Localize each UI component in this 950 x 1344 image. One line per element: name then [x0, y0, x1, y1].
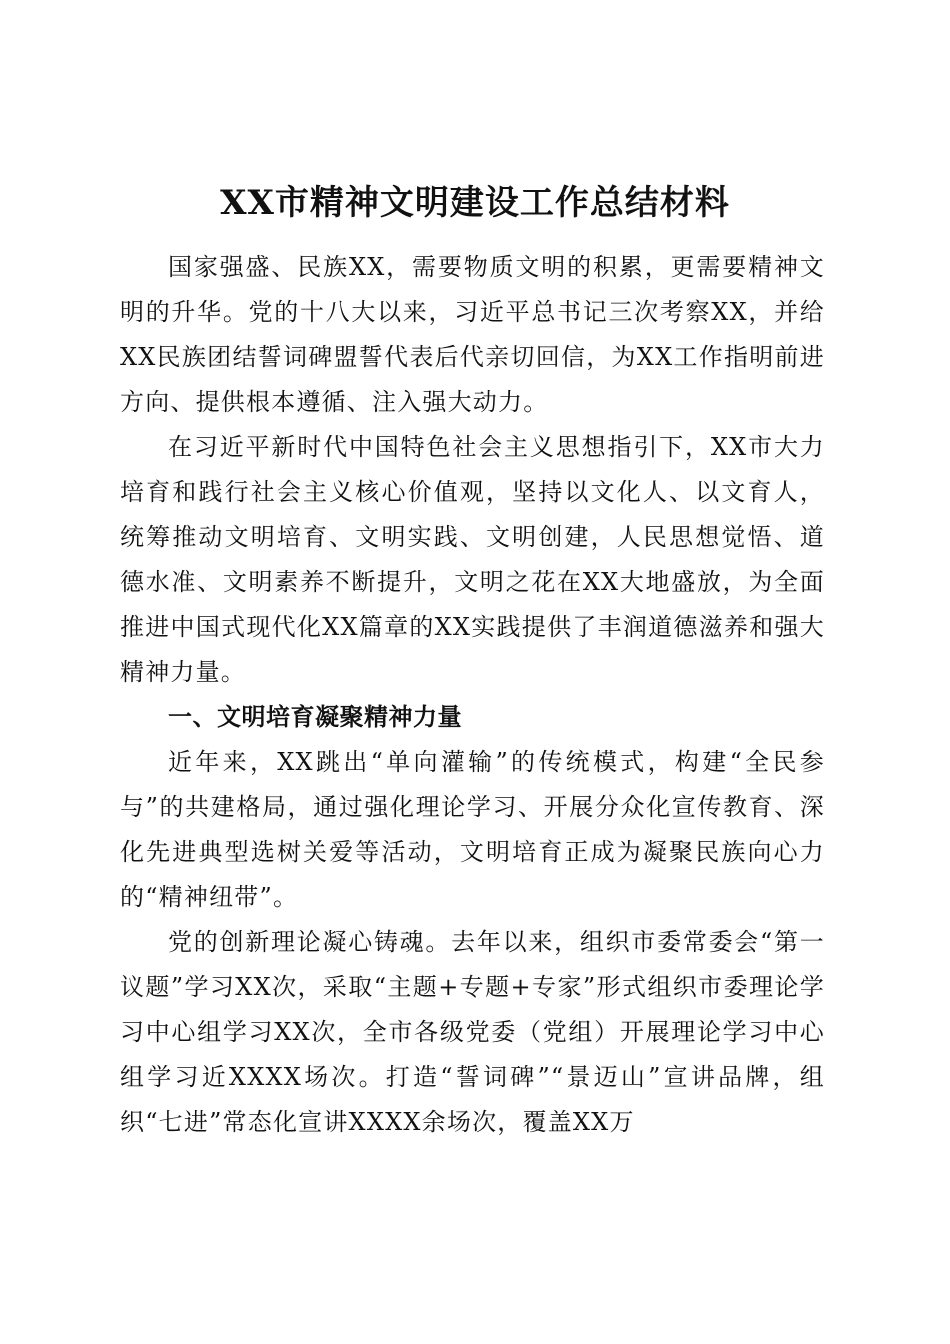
intro-paragraph: 国家强盛、民族XX，需要物质文明的积累，更需要精神文明的升华。党的十八大以来，习近平总书记三次考察XX，并给XX民族团结誓词碑盟誓代表后代亲切回信，为XX工作指明前进方向、提供根本遵循、注入强大动力。 [120, 253, 825, 416]
document-body [120, 245, 825, 1145]
section-paragraph: 近年来，XX跳出“单向灌输”的传统模式，构建“全民参与”的共建格局，通过强化理论学习、开展分众化宣传教育、深化先进典型选树关爱等活动，文明培育正成为凝聚民族向心力的“精神纽带”。 [120, 748, 825, 911]
guidance-paragraph: 在习近平新时代中国特色社会主义思想指引下，XX市大力培育和践行社会主义核心价值观，坚持以文化人、以文育人，统筹推动文明培育、文明实践、文明创建，人民思想觉悟、道德水准、文明素养不断提升，文明之花在XX大地盛放，为全面推进中国式现代化XX篇章的XX实践提供了丰润道德滋养和强大精神力量。 [120, 433, 825, 686]
section-paragraph: 党的创新理论凝心铸魂。去年以来，组织市委常委会“第一议题”学习XX次，采取“主题+专题+专家”形式组织市委理论学习中心组学习XX次，全市各级党委（党组）开展理论学习中心组学习近XXXX场次。打造“誓词碑”“景迈山”宣讲品牌，组织“七进”常态化宣讲XXXX余场次，覆盖XX万 [120, 928, 825, 1136]
section-heading: 一、文明培育凝聚精神力量 [168, 703, 462, 731]
document-title: XX市精神文明建设工作总结材料 [220, 183, 730, 223]
